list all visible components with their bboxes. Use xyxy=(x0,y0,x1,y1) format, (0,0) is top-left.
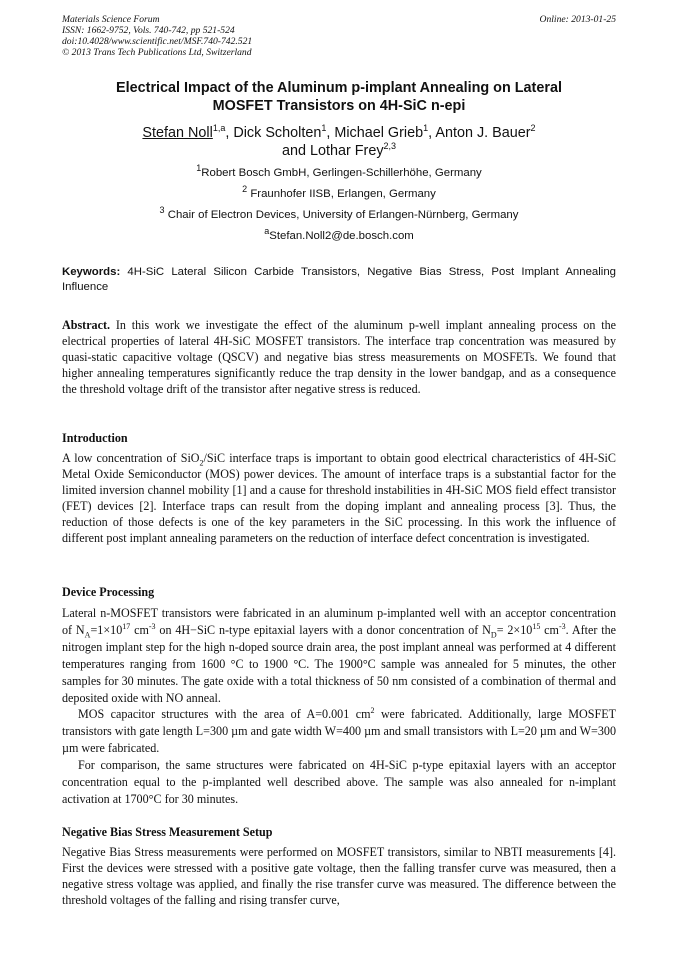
copyright-line: © 2013 Trans Tech Publications Ltd, Switzerland xyxy=(62,47,252,58)
paragraph xyxy=(62,605,616,706)
online-date: Online: 2013-01-25 xyxy=(539,14,616,25)
issn-line: ISSN: 1662-9752, Vols. 740-742, pp 521-524 xyxy=(62,25,235,36)
author: and Lothar Frey xyxy=(281,143,384,159)
text: cm xyxy=(130,622,149,637)
author-email xyxy=(62,226,616,242)
affil-marker: 2,3 xyxy=(383,141,397,152)
affiliation-text: Fraunhofer IISB, Erlangen, Germany xyxy=(247,188,436,200)
title-line-2: MOSFET Transistors on 4H-SiC n-epi xyxy=(212,97,466,114)
journal-name: Materials Science Forum xyxy=(62,14,160,25)
affil-marker: a xyxy=(264,226,270,237)
paragraph: Negative Bias Stress measurements were performed on MOSFET transistors, similar to NBTI measurements [4]. First the devices were stressed with a positive gate voltage, then the falling transfer curve was measured, then a negative stress voltage was applied, and finally the rise transfer curve was measured. The difference between the threshold voltages of the falling and rising transfer curve, xyxy=(62,845,616,907)
journal-header xyxy=(62,14,616,58)
nbs-setup-body xyxy=(62,845,616,909)
affil-marker: 2 xyxy=(530,123,536,134)
subscript: 2 xyxy=(199,458,204,468)
text: =1×10 xyxy=(90,622,123,637)
text: = 2×10 xyxy=(496,622,533,637)
affil-marker: 1,a xyxy=(212,123,226,134)
keywords-text: 4H-SiC Lateral Silicon Carbide Transistors, Negative Bias Stress, Post Implant Annealing Influence xyxy=(62,266,616,293)
section-heading-introduction: Introduction xyxy=(62,431,128,445)
author-link[interactable]: Stefan Noll xyxy=(142,125,213,141)
section-heading-nbs-setup: Negative Bias Stress Measurement Setup xyxy=(62,825,273,839)
device-processing-body xyxy=(62,605,616,808)
abstract-text: In this work we investigate the effect of the aluminum p-well implant annealing process on the electrical properties of lateral 4H-SiC MOSFET transistors. The interface trap concentration was measured by quasi-static capacitive voltage (QSCV) and negative bias stress measurements on MOSFETs. We found that higher annealing temperatures significantly reduce the trap density in the lower bandgap, and as a consequence the threshold voltage drift of the transistor after negative stress is reduced. xyxy=(62,318,616,396)
text: on 4H−SiC n-type epitaxial layers with a donor concentration of N xyxy=(155,622,491,637)
title-line-1: Electrical Impact of the Aluminum p-implant Annealing on Lateral xyxy=(116,80,562,96)
introduction-body xyxy=(62,451,616,546)
affiliation-1 xyxy=(62,163,616,179)
affiliation-3 xyxy=(62,205,616,221)
keywords-label: Keywords: xyxy=(62,266,121,278)
text: /SiC interface traps is important to obtain good electrical characteristics of 4H-SiC Metal Oxide Semiconductor (MOS) power devices. The amount of interface traps is a substantial factor for the limited inversion channel mobility [1] and a cause for threshold instabilities in 4H-SiC MOS field effect transistor (FET) devices [2]. Interface traps can result from the doping implant and annealing process [3]. Thus, the reduction of those defects is one of the key parameters in the SiC processing. In this work the influence of different post implant annealing parameters on the reduction of interface defect concentration is investigated. xyxy=(62,451,616,545)
affil-marker: 2 xyxy=(242,184,248,195)
keywords xyxy=(62,265,616,295)
paragraph: For comparison, the same structures were fabricated on 4H-SiC p-type epitaxial layers with an acceptor concentration equal to the p-implanted well described above. The sample was also annealed for n-implant activation at 1700°C for 30 minutes. xyxy=(62,758,616,806)
author-list xyxy=(62,124,616,160)
abstract xyxy=(62,318,616,398)
affil-marker: 1 xyxy=(321,123,327,134)
doi-line: doi:10.4028/www.scientific.net/MSF.740-742.521 xyxy=(62,36,253,47)
affiliation-text: Chair of Electron Devices, University of Erlangen-Nürnberg, Germany xyxy=(164,209,519,221)
affil-marker: 3 xyxy=(159,205,165,216)
superscript: 15 xyxy=(532,621,541,631)
superscript: -3 xyxy=(558,621,566,631)
text: were fabricated. Additionally, large MOSFET transistors with gate length L=300 µm and gate width W=400 µm and small transistors with L=20 µm and W=300 µm were fabricated. xyxy=(62,707,616,756)
text: MOS capacitor structures with the area of A=0.001 cm xyxy=(78,707,371,722)
affil-marker: 1 xyxy=(196,163,202,174)
affiliation-2 xyxy=(62,184,616,200)
subscript: D xyxy=(490,630,497,640)
text: A low concentration of SiO xyxy=(62,451,200,465)
author: , Dick Scholten xyxy=(225,125,322,141)
author: , Michael Grieb xyxy=(326,125,424,141)
affil-marker: 1 xyxy=(423,123,429,134)
superscript: 17 xyxy=(122,621,131,631)
subscript: A xyxy=(84,630,91,640)
paper-title xyxy=(62,80,616,115)
superscript: 2 xyxy=(370,706,375,716)
text: . After the nitrogen implant step for the high n-doped source drain area, the post implant anneal was performed at 4 different temperatures ranging from 1600 °C to 1900 °C. The 1900°C sample was annealed for 5 minutes, the other samples for 30 minutes. The gate oxide with a total thickness of 50 nm consisted of a combination of thermal and deposited oxide with NO anneal. xyxy=(62,622,616,705)
section-heading-device-processing: Device Processing xyxy=(62,585,155,599)
text: Lateral n-MOSFET transistors were fabricated in an aluminum p-implanted well with an acceptor concentration of N xyxy=(62,606,616,637)
abstract-label: Abstract. xyxy=(62,318,111,332)
author: , Anton J. Bauer xyxy=(428,125,531,141)
superscript: -3 xyxy=(148,621,156,631)
paragraph xyxy=(62,706,616,757)
email-text[interactable]: Stefan.Noll2@de.bosch.com xyxy=(269,230,414,242)
affiliation-text: Robert Bosch GmbH, Gerlingen-Schillerhöhe, Germany xyxy=(201,167,482,179)
text: cm xyxy=(540,622,559,637)
